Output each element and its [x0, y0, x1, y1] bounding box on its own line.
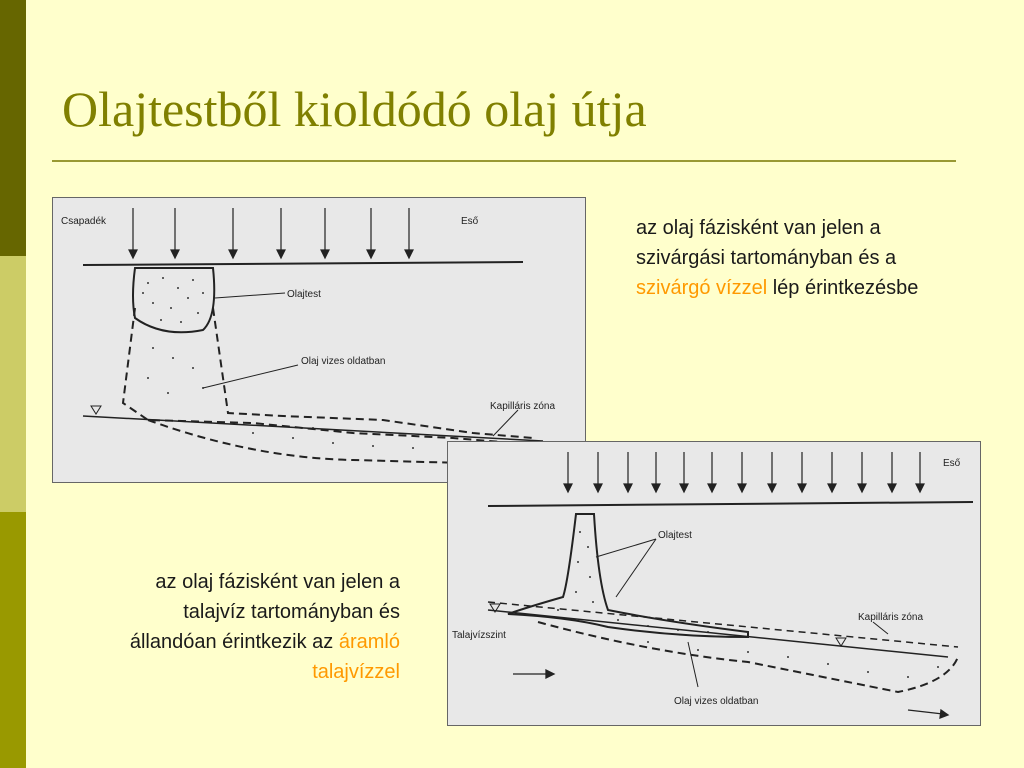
plume-outline-left	[123, 308, 513, 443]
leader-oil-body-1	[596, 539, 656, 557]
oil-body-shape	[133, 268, 214, 332]
water-table-marker-right	[836, 638, 846, 646]
caption-top-text: az olaj fázisként van jelen a szivárgási tartományban és a	[636, 217, 897, 269]
capillary-zone-line	[488, 602, 958, 647]
oil-body-dots	[142, 277, 204, 323]
figure-top-svg	[53, 198, 585, 482]
plume-bottom	[148, 420, 463, 463]
label-precipitation: Csapadék	[61, 216, 107, 227]
figure-bottom-diagram	[447, 441, 981, 726]
rain-arrows	[564, 452, 924, 492]
leader-capillary	[873, 622, 888, 634]
caption-bottom	[110, 567, 400, 687]
page-title: Olajtestből kioldódó olaj útja	[62, 81, 647, 137]
figure-bottom-svg	[448, 442, 980, 725]
leader-capillary	[493, 410, 518, 436]
label-oil-body: Olajtest	[287, 289, 321, 300]
rain-arrows	[129, 208, 413, 258]
ground-surface	[83, 262, 523, 265]
leader-oil-solution	[688, 642, 698, 687]
caption-bottom-highlight: áramló talajvízzel	[312, 631, 400, 683]
plume-dots	[647, 641, 939, 678]
leader-oil-body	[215, 293, 285, 298]
side-bar-dark	[0, 0, 26, 256]
label-capillary-zone: Kapilláris zóna	[490, 401, 556, 412]
label-oil-body: Olajtest	[658, 530, 692, 541]
side-bar-olive	[0, 512, 26, 768]
label-oil-in-solution: Olaj vizes oldatban	[674, 696, 759, 707]
label-rain: Eső	[461, 216, 479, 227]
label-rain: Eső	[943, 458, 961, 469]
water-table-line	[83, 416, 543, 441]
caption-bottom-text: az olaj fázisként van jelen a talajvíz tartományban és állandóan érintkezik az	[129, 571, 400, 653]
leader-oil-body-2	[616, 539, 656, 597]
label-oil-in-solution: Olaj vizes oldatban	[301, 356, 386, 367]
water-table-marker	[91, 406, 101, 414]
leader-oil-solution	[203, 365, 298, 388]
label-capillary-zone: Kapilláris zóna	[858, 612, 924, 623]
caption-top-text-end: lép érintkezésbe	[767, 277, 919, 299]
side-bar-light	[0, 256, 26, 512]
caption-top	[636, 213, 936, 303]
oil-body-shape	[508, 514, 748, 637]
ground-surface	[488, 502, 973, 506]
flow-arrows	[513, 670, 948, 718]
plume-outline-right	[213, 308, 533, 438]
label-water-table: Talajvízszint	[452, 630, 506, 641]
title-divider	[52, 160, 956, 162]
caption-top-highlight: szivárgó vízzel	[636, 277, 768, 299]
